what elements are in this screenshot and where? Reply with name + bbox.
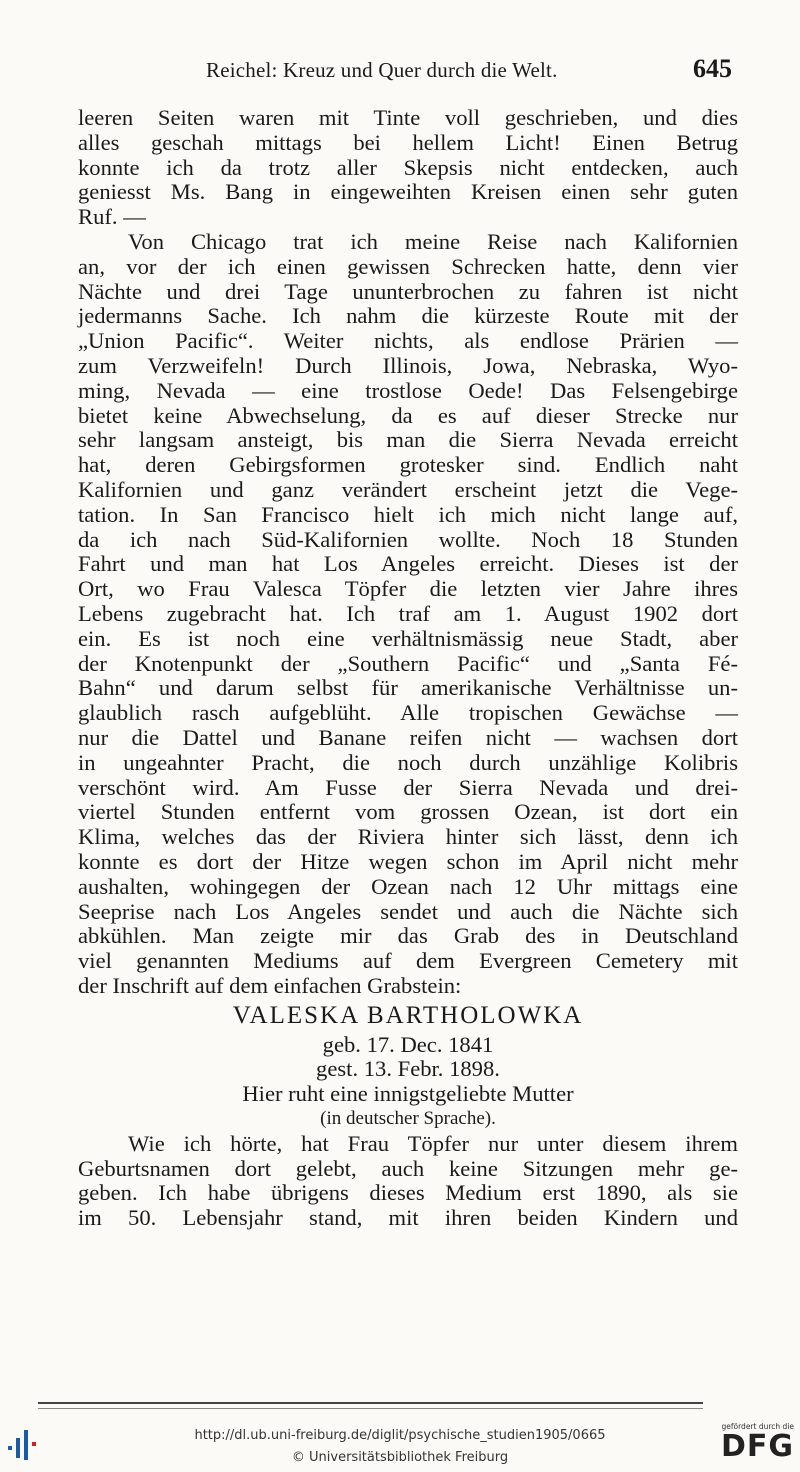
- footer-rule-thin: [38, 1408, 703, 1409]
- text-line: konnte ich da trotz aller Skepsis nicht entdecken, auch: [78, 154, 738, 180]
- text-line: zum Verzweifeln! Durch Illinois, Jowa, Nebraska, Wyo-: [78, 352, 738, 378]
- inscription-line: geb. 17. Dec. 1841: [322, 1031, 494, 1057]
- dfg-caption: gefördert durch die: [721, 1422, 794, 1431]
- text-line: da ich nach Süd-Kalifornien wollte. Noch 18 Stunden: [78, 526, 738, 552]
- text-line: leeren Seiten waren mit Tinte voll geschrieben, und dies: [78, 105, 738, 130]
- body-text: [78, 106, 738, 1231]
- permalink-url[interactable]: http://dl.ub.uni-freiburg.de/diglit/psychische_studien1905/0665: [194, 1428, 606, 1443]
- text-line: glaublich rasch aufgeblüht. Alle tropischen Gewächse —: [78, 700, 738, 726]
- text-line: an, vor der ich einen gewissen Schrecken hatte, denn vier: [78, 253, 738, 279]
- text-line: Fahrt und man hat Los Angeles erreicht. Dieses ist der: [78, 551, 738, 577]
- text-line: Klima, welches das der Riviera hinter sich lässt, denn ich: [78, 824, 738, 850]
- footer-rule: [38, 1402, 703, 1404]
- text-line: ming, Nevada — eine trostlose Oede! Das Felsengebirge: [78, 377, 738, 403]
- page-number: 645: [693, 54, 732, 83]
- text-line: viertel Stunden entfernt vom grossen Ozean, ist dort ein: [78, 799, 738, 825]
- text-line: Bahn“ und darum selbst für amerikanische Verhältnisse un-: [78, 675, 738, 701]
- text-line: nur die Dattel und Banane reifen nicht — wachsen dort: [78, 724, 738, 750]
- text-line: geben. Ich habe übrigens dieses Medium erst 1890, als sie: [78, 1180, 738, 1206]
- text-line: sehr langsam ansteigt, bis man die Sierra Nevada erreicht: [78, 427, 738, 453]
- dfg-logo: [704, 1422, 794, 1466]
- text-line: viel genannten Mediums auf dem Evergreen Cemetery mit: [78, 948, 738, 974]
- text-line: bietet keine Abwechselung, da es auf dieser Strecke nur: [78, 402, 738, 428]
- text-line: Geburtsnamen dort gelebt, auch keine Sitzungen mehr ge-: [78, 1155, 738, 1181]
- copyright-notice: © Universitätsbibliothek Freiburg: [291, 1450, 509, 1465]
- text-line: Seeprise nach Los Angeles sendet und auch die Nächte sich: [78, 898, 738, 924]
- text-line: Wie ich hörte, hat Frau Töpfer nur unter diesem ihrem: [128, 1130, 738, 1156]
- text-line: der Knotenpunkt der „Southern Pacific“ und „Santa Fé-: [78, 650, 738, 676]
- text-line: „Union Pacific“. Weiter nichts, als endlose Prärien —: [78, 328, 738, 354]
- text-line: verschönt wird. Am Fusse der Sierra Nevada und drei-: [78, 774, 738, 800]
- text-line: aushalten, wohingegen der Ozean nach 12 Uhr mittags eine: [78, 873, 738, 899]
- text-line: jedermanns Sache. Ich nahm die kürzeste Route mit der: [78, 303, 738, 329]
- text-line: alles geschah mittags bei hellem Licht! Einen Betrug: [78, 129, 738, 155]
- inscription-line: Hier ruht eine innigstgeliebte Mutter: [242, 1081, 574, 1107]
- inscription-line: (in deutscher Sprache).: [320, 1108, 496, 1130]
- dfg-wordmark: DFG: [720, 1429, 794, 1464]
- text-line: konnte es dort der Hitze wegen schon im April nicht mehr: [78, 848, 738, 874]
- text-line: Ort, wo Frau Valesca Töpfer die letzten vier Jahre ihres: [78, 576, 738, 602]
- text-line: Ruf. —: [78, 204, 146, 230]
- text-line: Lebens zugebracht hat. Ich traf am 1. August 1902 dort: [78, 600, 738, 626]
- text-line: Kalifornien und ganz verändert erscheint jetzt die Vege-: [78, 476, 738, 502]
- text-line: Nächte und drei Tage ununterbrochen zu fahren ist nicht: [78, 278, 738, 304]
- text-line: in ungeahnter Pracht, die noch durch unzählige Kolibris: [78, 749, 738, 775]
- text-line: im 50. Lebensjahr stand, mit ihren beiden Kindern und: [78, 1205, 738, 1231]
- text-line: abkühlen. Man zeigte mir das Grab des in Deutschland: [78, 923, 738, 949]
- inscription-line: VALESKA BARTHOLOWKA: [232, 1001, 584, 1029]
- page-header: [78, 52, 738, 88]
- text-line: geniesst Ms. Bang in eingeweihten Kreisen einen sehr guten: [78, 179, 738, 205]
- text-line: Von Chicago trat ich meine Reise nach Kalifornien: [128, 228, 738, 254]
- running-title: Reichel: Kreuz und Quer durch die Welt.: [206, 58, 558, 82]
- text-line: tation. In San Francisco hielt ich mich nicht lange auf,: [78, 501, 738, 527]
- inscription-line: gest. 13. Febr. 1898.: [316, 1056, 500, 1082]
- text-line: hat, deren Gebirgsformen grotesker sind. Endlich naht: [78, 452, 738, 478]
- text-line: ein. Es ist noch eine verhältnismässig neue Stadt, aber: [78, 625, 738, 651]
- text-line: der Inschrift auf dem einfachen Grabstein:: [78, 972, 462, 998]
